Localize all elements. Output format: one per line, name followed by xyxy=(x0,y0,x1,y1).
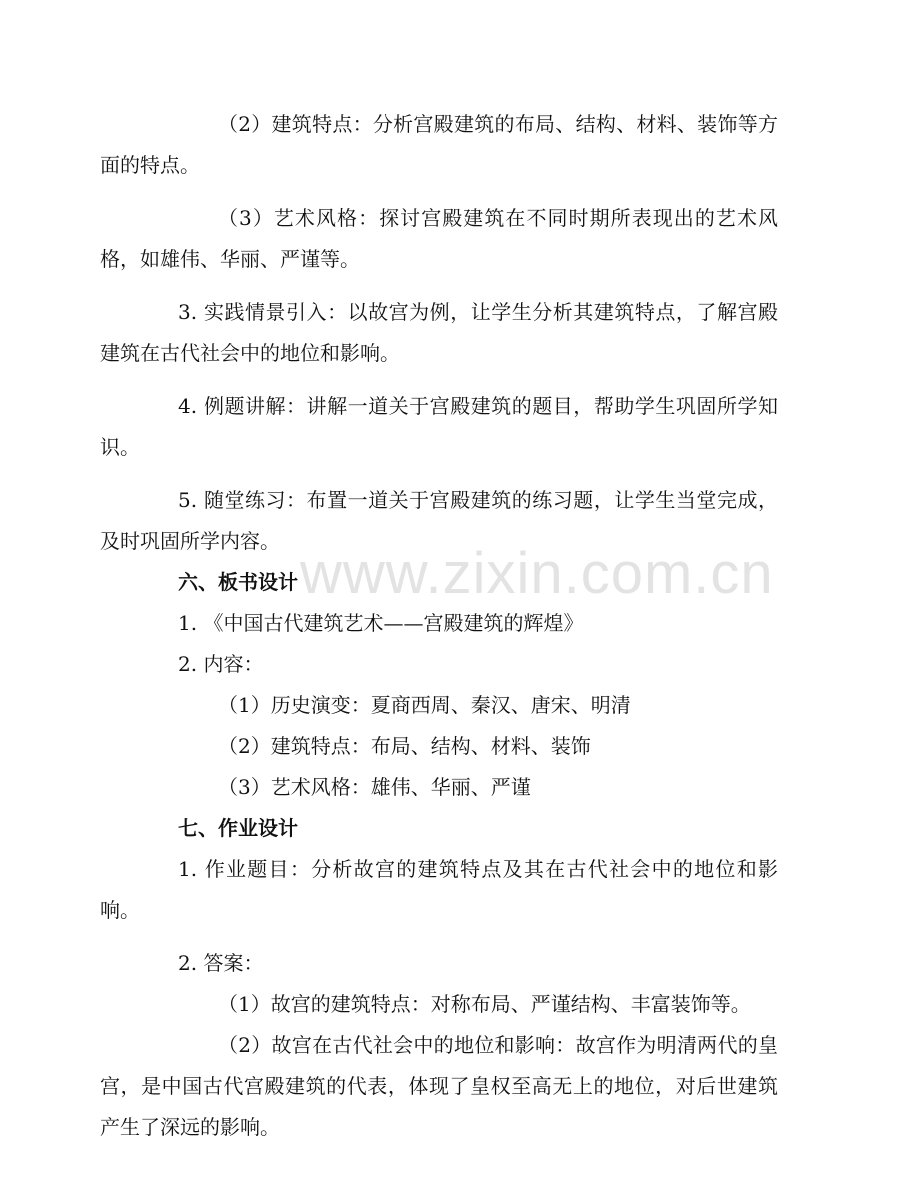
board-subitem-style: （3）艺术风格：雄伟、华丽、严谨 xyxy=(218,775,531,799)
paragraph-building-features: （2）建筑特点：分析宫殿建筑的布局、结构、材料、装饰等方面的特点。 xyxy=(100,112,778,177)
watermark: www.zixin.com.cn xyxy=(300,541,774,606)
paragraph-example: 4. 例题讲解：讲解一道关于宫殿建筑的题目，帮助学生巩固所学知识。 xyxy=(100,394,778,459)
homework-answer-1: （1）故宫的建筑特点：对称布局、严谨结构、丰富装饰等。 xyxy=(218,992,751,1016)
heading-board-design: 六、板书设计 xyxy=(178,570,298,594)
board-subitem-history: （1）历史演变：夏商西周、秦汉、唐宋、明清 xyxy=(218,693,631,717)
paragraph-exercise: 5. 随堂练习：布置一道关于宫殿建筑的练习题，让学生当堂完成，及时巩固所学内容。 xyxy=(100,488,778,553)
board-subitem-features: （2）建筑特点：布局、结构、材料、装饰 xyxy=(218,734,591,758)
board-item-title: 1. 《中国古代建筑艺术——宫殿建筑的辉煌》 xyxy=(178,611,584,635)
paragraph-art-style: （3）艺术风格：探讨宫殿建筑在不同时期所表现出的艺术风格，如雄伟、华丽、严谨等。 xyxy=(100,206,778,271)
board-item-content: 2. 内容： xyxy=(178,652,264,676)
document-body xyxy=(100,104,778,1148)
heading-homework-design: 七、作业设计 xyxy=(178,816,298,840)
homework-answer-label: 2. 答案： xyxy=(178,951,264,975)
paragraph-practice-intro: 3. 实践情景引入：以故宫为例，让学生分析其建筑特点，了解宫殿建筑在古代社会中的地位和影响。 xyxy=(100,300,778,365)
homework-question: 1. 作业题目：分析故宫的建筑特点及其在古代社会中的地位和影响。 xyxy=(100,857,778,922)
homework-answer-2: （2）故宫在古代社会中的地位和影响：故宫作为明清两代的皇宫，是中国古代宫殿建筑的代表，体现了皇权至高无上的地位，对后世建筑产生了深远的影响。 xyxy=(100,1033,778,1139)
